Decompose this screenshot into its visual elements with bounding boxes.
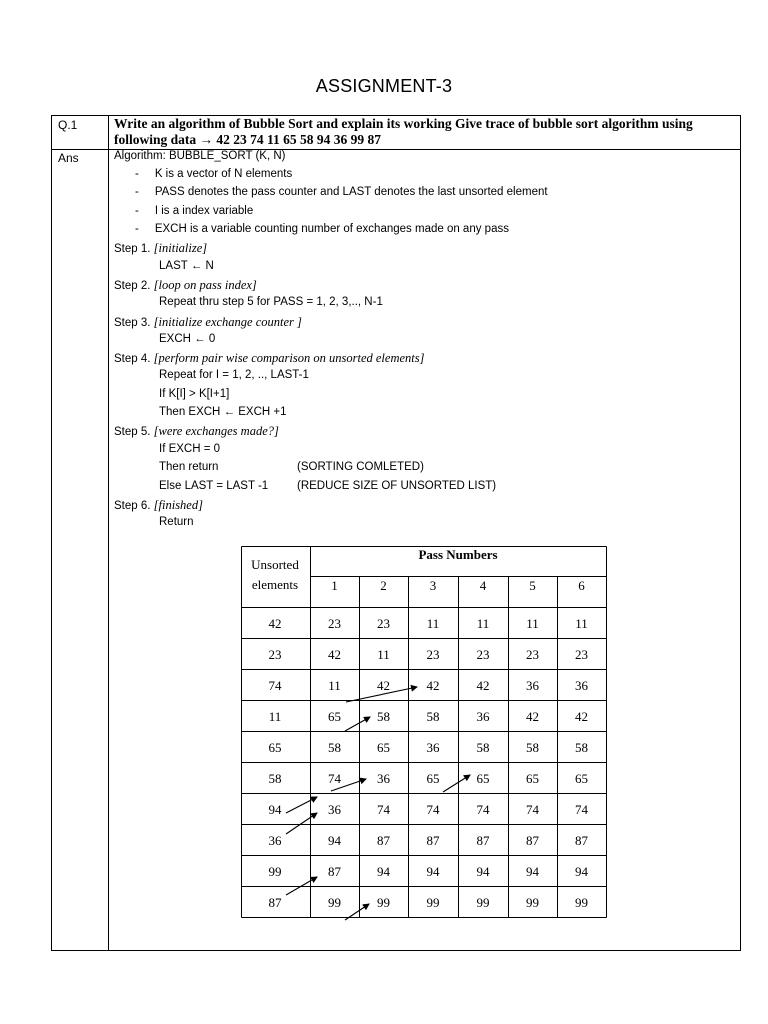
remark-sorted: (SORTING COMLETED) <box>297 461 424 473</box>
swap-arrow <box>286 797 317 813</box>
cell-value: 42 <box>377 678 390 693</box>
bullet-text: EXCH is a variable counting number of exchanges made on any pass <box>154 223 509 235</box>
pass-number: 5 <box>529 578 536 593</box>
cell-value: 65 <box>268 740 282 755</box>
step-4-line-3: Then EXCH ← EXCH +1 <box>159 406 287 418</box>
cell-value: 65 <box>575 771 588 786</box>
cell-value: 99 <box>426 895 440 910</box>
cell-value: 99 <box>328 895 341 910</box>
cell-value: 58 <box>575 740 588 755</box>
cell-value: 74 <box>426 802 440 817</box>
cell-value: 58 <box>526 740 539 755</box>
step-label: Step 6. <box>114 500 151 512</box>
cell-value: 94 <box>328 833 341 848</box>
cell-value: 42 <box>268 616 282 631</box>
cell-value: 36 <box>328 802 341 817</box>
step-1 <box>114 241 207 256</box>
cell-value: 23 <box>328 616 341 631</box>
cell-value: 99 <box>476 895 490 910</box>
step-comment: [perform pair wise comparison on unsorted elements] <box>153 351 425 365</box>
bullet-text: K is a vector of N elements <box>154 168 293 180</box>
pass-number: 2 <box>380 578 387 593</box>
swap-arrow <box>345 717 370 731</box>
cell-value: 23 <box>575 647 588 662</box>
cell-value: 23 <box>476 647 490 662</box>
step-5-line-2: Then return <box>159 461 219 473</box>
cell-value: 23 <box>377 616 390 631</box>
step-1-line: LAST ← N <box>159 260 214 272</box>
step-2-line: Repeat thru step 5 for PASS = 1, 2, 3,.., N-1 <box>159 296 383 308</box>
cell-value: 87 <box>377 833 390 848</box>
step-6-line: Return <box>159 516 194 528</box>
cell-value: 94 <box>476 864 490 879</box>
pass-number: 6 <box>578 578 585 593</box>
bullet-text: PASS denotes the pass counter and LAST denotes the last unsorted element <box>154 186 548 198</box>
pass-number: 1 <box>331 578 338 593</box>
bullet-3: - I is a index variable <box>135 205 254 217</box>
step-comment: [initialize exchange counter ] <box>153 315 302 329</box>
step-label: Step 2. <box>114 280 151 292</box>
step-comment: [initialize] <box>153 241 208 255</box>
cell-value: 65 <box>328 709 341 724</box>
step-3-line: EXCH ← 0 <box>159 333 216 345</box>
cell-value: 23 <box>426 647 440 662</box>
cell-value: 87 <box>328 864 341 879</box>
step-3 <box>114 315 302 330</box>
cell-value: 74 <box>328 771 341 786</box>
step-4-line-2: If K[I] > K[I+1] <box>159 388 230 400</box>
cell-value: 23 <box>526 647 539 662</box>
cell-value: 11 <box>268 709 282 724</box>
swap-arrow <box>443 775 470 792</box>
cell-value: 87 <box>526 833 539 848</box>
pass-numbers-heading: Pass Numbers <box>418 547 498 562</box>
cell-value: 74 <box>526 802 539 817</box>
step-5-line-3: Else LAST = LAST -1 <box>159 480 269 492</box>
step-comment: [loop on pass index] <box>153 278 257 292</box>
bullet-text: I is a index variable <box>154 205 254 217</box>
step-4 <box>114 351 424 366</box>
cell-value: 23 <box>268 647 282 662</box>
cell-value: 87 <box>268 895 282 910</box>
cell-value: 94 <box>526 864 539 879</box>
cell-value: 94 <box>426 864 440 879</box>
step-6 <box>114 498 203 513</box>
cell-value: 74 <box>476 802 490 817</box>
cell-value: 42 <box>426 678 440 693</box>
cell-value: 74 <box>268 678 282 693</box>
cell-value: 42 <box>526 709 539 724</box>
step-label: Step 3. <box>114 317 151 329</box>
bullet-4: - EXCH is a variable counting number of exchanges made on any pass <box>135 223 509 235</box>
unsorted-heading-line-2: elements <box>251 577 299 592</box>
step-5 <box>114 424 279 439</box>
remark-reduce: (REDUCE SIZE OF UNSORTED LIST) <box>297 480 497 492</box>
cell-value: 99 <box>526 895 539 910</box>
cell-value: 42 <box>476 678 490 693</box>
cell-value: 36 <box>377 771 390 786</box>
cell-value: 11 <box>426 616 440 631</box>
cell-value: 94 <box>377 864 390 879</box>
cell-value: 58 <box>377 709 390 724</box>
pass-number: 4 <box>479 578 487 593</box>
algorithm-title: Algorithm: BUBBLE_SORT (K, N) <box>114 150 286 162</box>
cell-value: 99 <box>575 895 588 910</box>
cell-value: 65 <box>476 771 490 786</box>
swap-arrow <box>286 813 317 834</box>
cell-value: 99 <box>377 895 390 910</box>
cell-value: 11 <box>476 616 490 631</box>
column-divider <box>108 115 109 951</box>
cell-value: 65 <box>526 771 539 786</box>
answer-label: Ans <box>58 151 79 165</box>
question-label: Q.1 <box>58 118 78 132</box>
cell-value: 58 <box>426 709 440 724</box>
cell-value: 87 <box>426 833 440 848</box>
step-label: Step 1. <box>114 243 151 255</box>
step-label: Step 5. <box>114 426 151 438</box>
cell-value: 87 <box>575 833 588 848</box>
cell-value: 94 <box>268 802 282 817</box>
cell-value: 94 <box>575 864 588 879</box>
cell-value: 11 <box>526 616 539 631</box>
cell-value: 36 <box>526 678 539 693</box>
cell-value: 74 <box>575 802 588 817</box>
cell-value: 42 <box>328 647 341 662</box>
cell-value: 58 <box>268 771 282 786</box>
step-5-line-1: If EXCH = 0 <box>159 443 221 455</box>
step-2 <box>114 278 257 293</box>
cell-value: 99 <box>268 864 282 879</box>
trace-table <box>241 546 611 924</box>
unsorted-heading-line-1: Unsorted <box>251 557 299 572</box>
cell-value: 74 <box>377 802 390 817</box>
cell-value: 36 <box>268 833 282 848</box>
cell-value: 36 <box>426 740 440 755</box>
cell-value: 11 <box>328 678 341 693</box>
cell-value: 36 <box>476 709 490 724</box>
bullet-1: - K is a vector of N elements <box>135 168 293 180</box>
question-text: Write an algorithm of Bubble Sort and explain its working Give trace of bubble sort algorithm using following data → 42 23 74 11 65 58 94 36 99 87 <box>114 116 693 147</box>
cell-value: 11 <box>377 647 390 662</box>
step-label: Step 4. <box>114 353 151 365</box>
cell-value: 11 <box>575 616 588 631</box>
step-4-line-1: Repeat for I = 1, 2, .., LAST-1 <box>159 369 309 381</box>
cell-value: 42 <box>575 709 588 724</box>
page-title: ASSIGNMENT-3 <box>315 76 453 96</box>
cell-value: 58 <box>476 740 490 755</box>
cell-value: 36 <box>575 678 588 693</box>
cell-value: 65 <box>426 771 440 786</box>
cell-value: 87 <box>476 833 490 848</box>
step-comment: [were exchanges made?] <box>153 424 279 438</box>
step-comment: [finished] <box>153 498 203 512</box>
cell-value: 65 <box>377 740 390 755</box>
cell-value: 58 <box>328 740 341 755</box>
bullet-2: - PASS denotes the pass counter and LAST denotes the last unsorted element <box>135 186 548 198</box>
pass-number: 3 <box>429 578 437 593</box>
